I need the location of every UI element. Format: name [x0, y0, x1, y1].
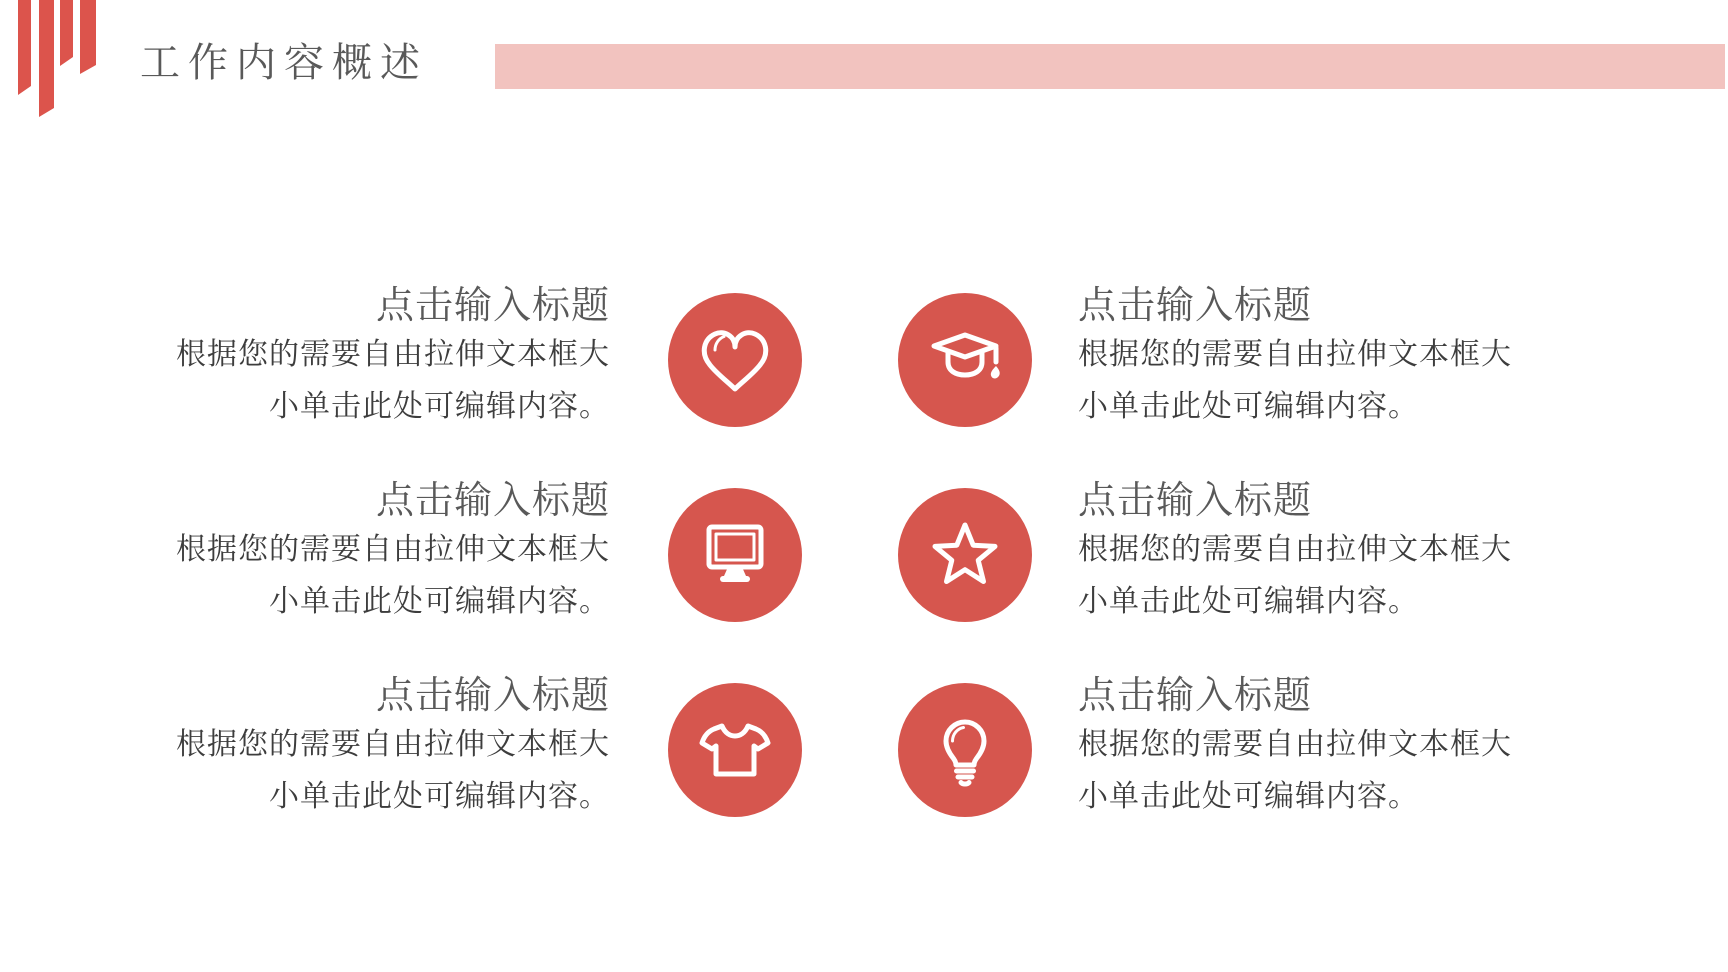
- star-icon: [915, 505, 1015, 605]
- logo-stripe: [80, 0, 96, 74]
- feature-body[interactable]: [160, 329, 610, 433]
- logo-stripe: [18, 0, 31, 95]
- feature-icon-circle: [668, 488, 802, 622]
- header-accent-bar: [495, 44, 1725, 89]
- feature-body-line: 根据您的需要自由拉伸文本框大: [1078, 728, 1512, 761]
- feature-body-line: 小单击此处可编辑内容。: [1078, 780, 1419, 813]
- feature-title[interactable]: 点击输入标题: [375, 480, 610, 522]
- feature-body-line: 小单击此处可编辑内容。: [269, 585, 610, 618]
- feature-row-3: [0, 675, 1728, 824]
- feature-text-block: [1078, 478, 1548, 628]
- feature-body[interactable]: [160, 524, 610, 628]
- slide-title: 工作内容概述: [140, 41, 428, 85]
- feature-text-block: [160, 673, 610, 823]
- lightbulb-icon: [915, 700, 1015, 800]
- feature-icon-circle: [898, 683, 1032, 817]
- feature-body[interactable]: [1078, 329, 1548, 433]
- feature-icon-circle: [898, 488, 1032, 622]
- tshirt-icon: [685, 700, 785, 800]
- feature-body-line: 根据您的需要自由拉伸文本框大: [1078, 533, 1512, 566]
- logo-stripe: [60, 0, 73, 66]
- logo-stripe: [39, 0, 54, 117]
- feature-body-line: 根据您的需要自由拉伸文本框大: [176, 338, 610, 371]
- feature-text-block: [160, 478, 610, 628]
- feature-title[interactable]: 点击输入标题: [1078, 285, 1313, 327]
- feature-text-block: [1078, 673, 1548, 823]
- feature-body-line: 根据您的需要自由拉伸文本框大: [1078, 338, 1512, 371]
- feature-title[interactable]: 点击输入标题: [1078, 480, 1313, 522]
- feature-body-line: 根据您的需要自由拉伸文本框大: [176, 728, 610, 761]
- feature-body-line: 小单击此处可编辑内容。: [269, 390, 610, 423]
- feature-body-line: 小单击此处可编辑内容。: [1078, 390, 1419, 423]
- feature-text-block: [1078, 283, 1548, 433]
- graduation-cap-icon: [915, 310, 1015, 410]
- feature-body-line: 小单击此处可编辑内容。: [269, 780, 610, 813]
- feature-icon-circle: [668, 683, 802, 817]
- brand-logo: [0, 0, 110, 130]
- feature-title[interactable]: 点击输入标题: [1078, 675, 1313, 717]
- feature-body[interactable]: [1078, 524, 1548, 628]
- feature-title[interactable]: 点击输入标题: [375, 285, 610, 327]
- feature-icon-circle: [898, 293, 1032, 427]
- feature-row-2: [0, 480, 1728, 629]
- feature-body[interactable]: [160, 719, 610, 823]
- feature-icon-circle: [668, 293, 802, 427]
- feature-row-1: [0, 285, 1728, 434]
- feature-body[interactable]: [1078, 719, 1548, 823]
- feature-text-block: [160, 283, 610, 433]
- heart-icon: [685, 310, 785, 410]
- feature-body-line: 小单击此处可编辑内容。: [1078, 585, 1419, 618]
- monitor-icon: [685, 505, 785, 605]
- feature-title[interactable]: 点击输入标题: [375, 675, 610, 717]
- feature-body-line: 根据您的需要自由拉伸文本框大: [176, 533, 610, 566]
